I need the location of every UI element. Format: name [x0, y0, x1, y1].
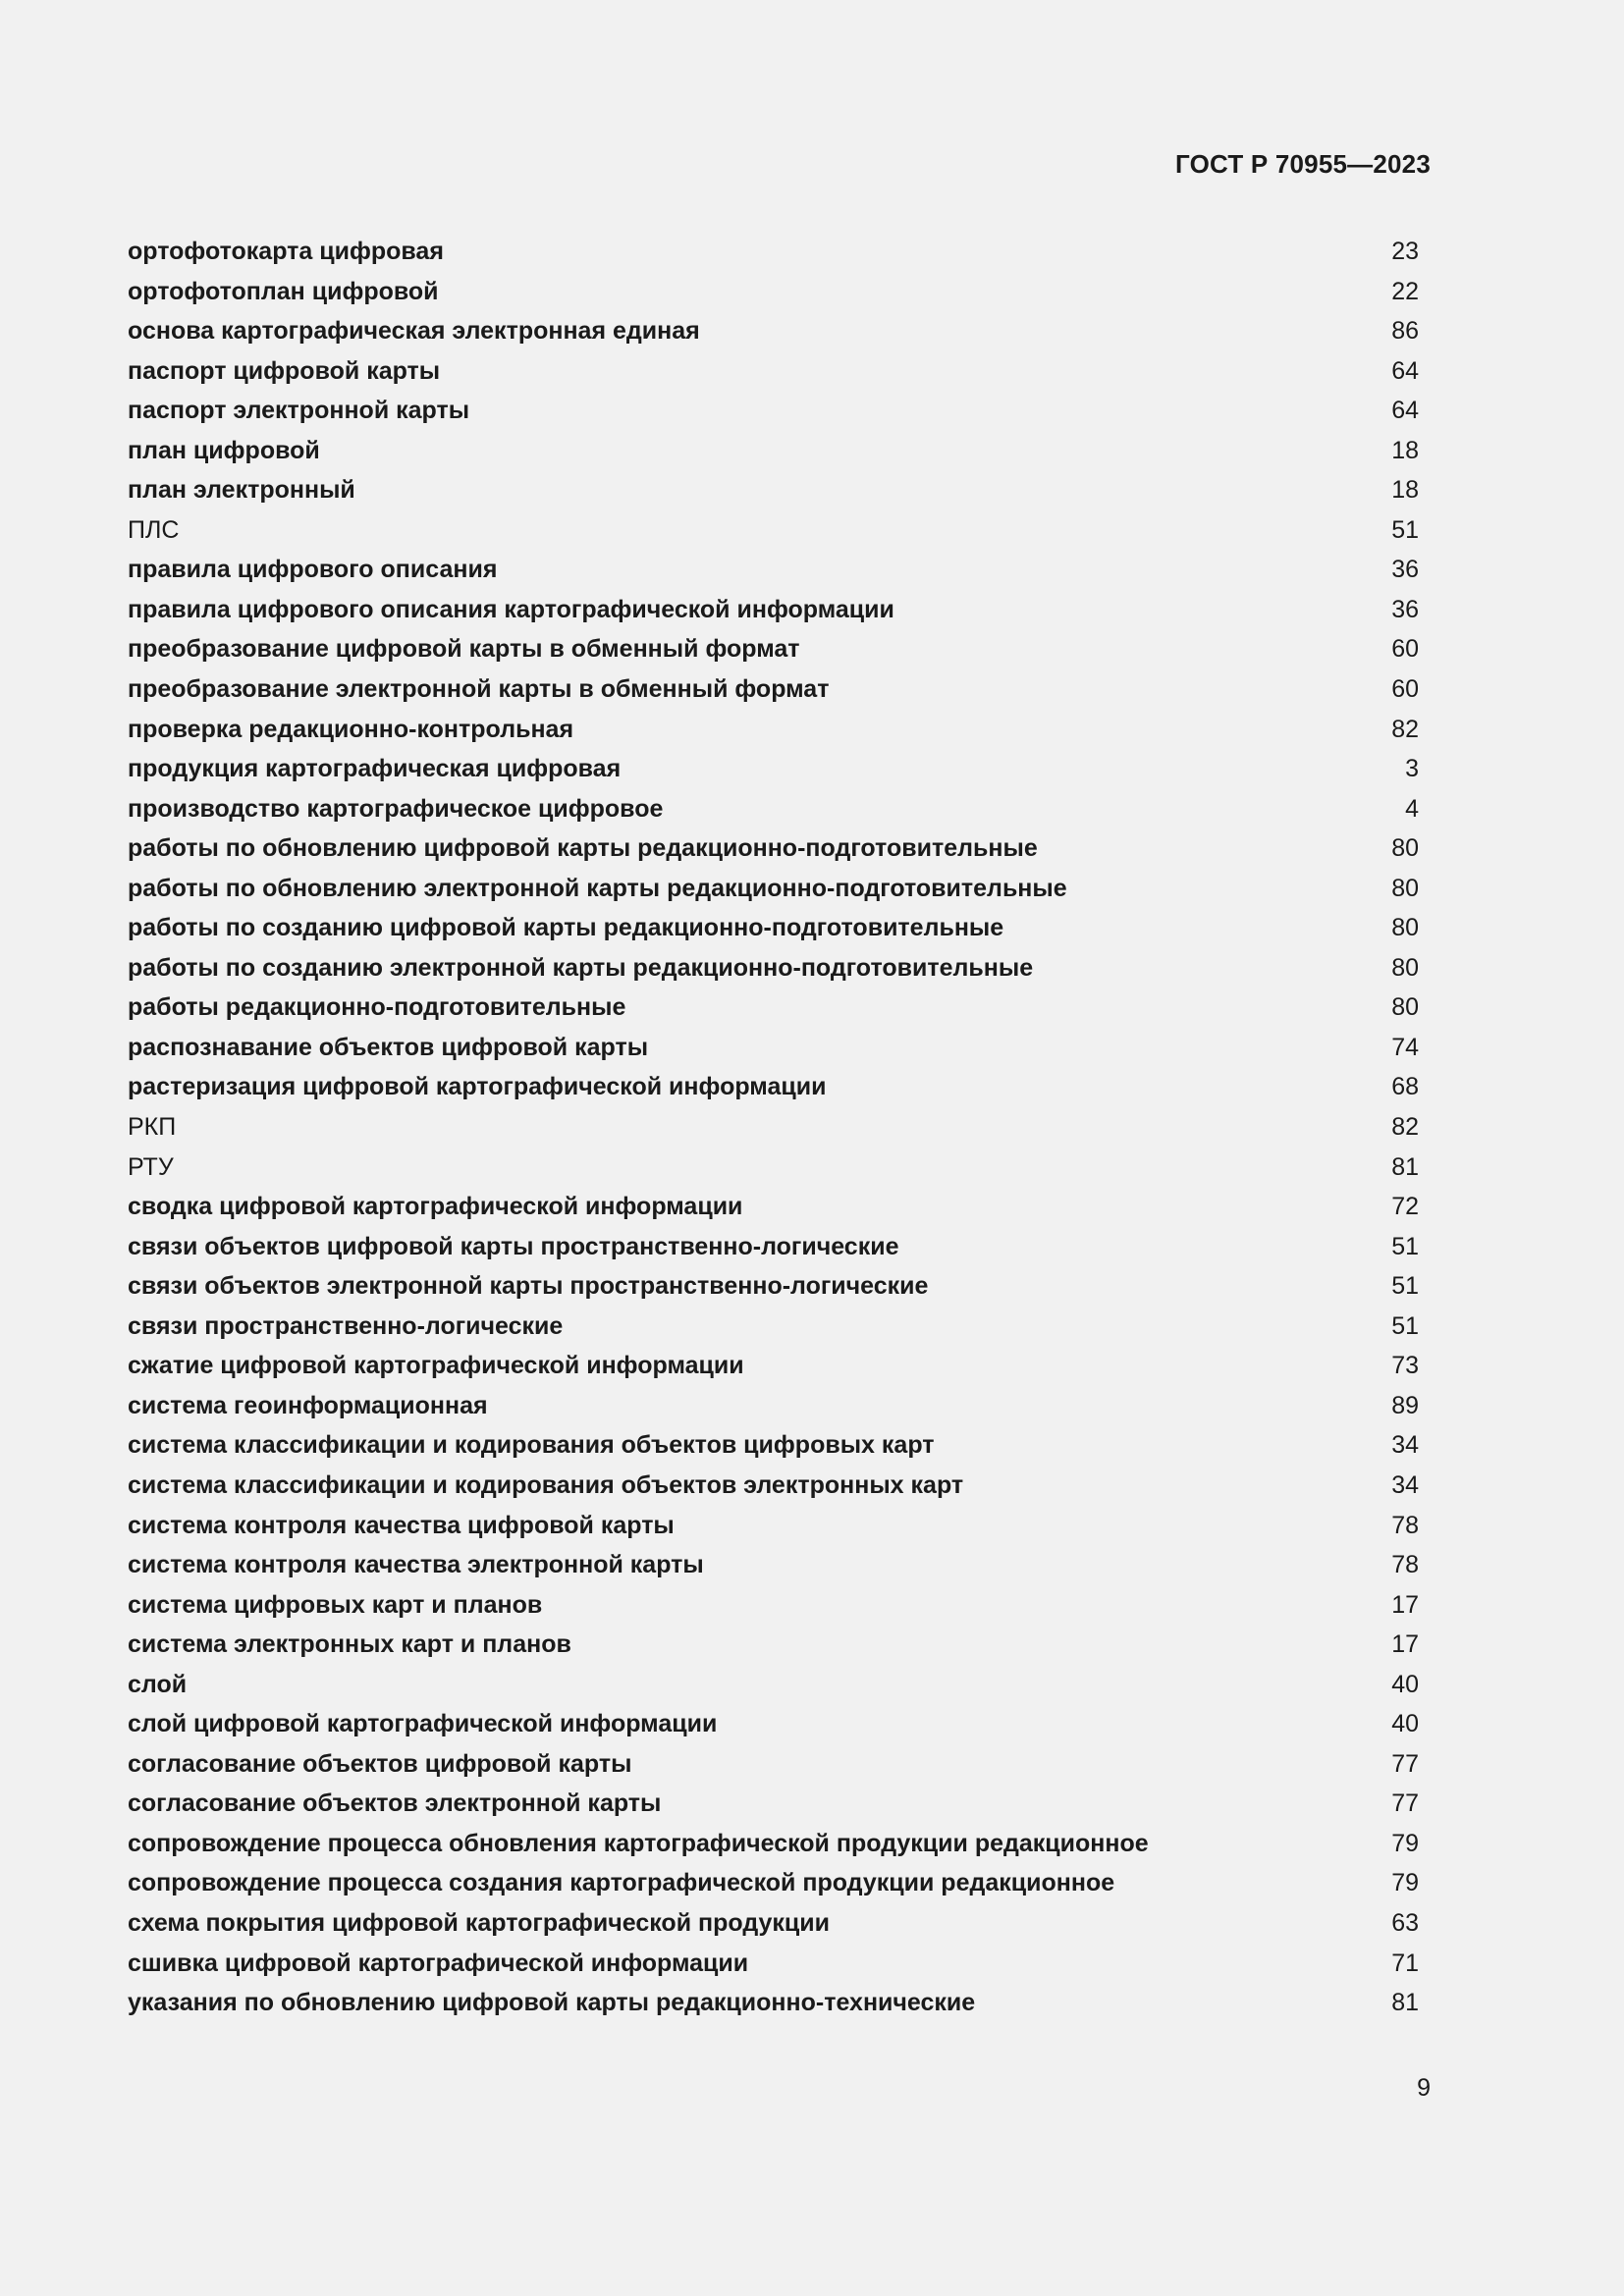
index-page-ref: 82 [1391, 1113, 1419, 1142]
index-term: растеризация цифровой картографической информации [128, 1073, 827, 1101]
index-entry [128, 793, 1419, 833]
index-entry [128, 1549, 1419, 1589]
index-term: система контроля качества электронной карты [128, 1551, 704, 1579]
index-term: система геоинформационная [128, 1391, 488, 1419]
index-entry [128, 1948, 1419, 1988]
index-term: основа картографическая электронная единая [128, 317, 700, 346]
index-term: работы по созданию электронной карты редакционно-подготовительные [128, 953, 1034, 982]
index-entry [128, 1469, 1419, 1510]
index-term: работы по созданию цифровой карты редакционно-подготовительные [128, 914, 1004, 942]
index-term: сшивка цифровой картографической информации [128, 1949, 749, 1977]
index-term: согласование объектов цифровой карты [128, 1749, 632, 1778]
index-term: слой цифровой картографической информации [128, 1710, 718, 1738]
index-term: продукция картографическая цифровая [128, 755, 622, 783]
index-page-ref: 71 [1391, 1949, 1419, 1977]
index-page-ref: 86 [1391, 317, 1419, 346]
index-entry [128, 873, 1419, 913]
index-page-ref: 79 [1391, 1869, 1419, 1897]
index-entry [128, 633, 1419, 673]
index-page-ref: 40 [1391, 1710, 1419, 1738]
index-entry [128, 1987, 1419, 2027]
document-header: ГОСТ Р 70955—2023 [1175, 149, 1431, 179]
index-entry [128, 991, 1419, 1032]
index-entry [128, 474, 1419, 514]
index-entry [128, 832, 1419, 873]
index-page-ref: 63 [1391, 1908, 1419, 1937]
index-page-ref: 64 [1391, 356, 1419, 385]
index-entry [128, 1231, 1419, 1271]
index-term: ортофотокарта цифровая [128, 238, 444, 265]
index-term: правила цифрового описания [128, 556, 498, 584]
index-page-ref: 79 [1391, 1829, 1419, 1857]
index-page-ref: 73 [1391, 1352, 1419, 1380]
index-page-ref: 82 [1391, 715, 1419, 743]
index-page-ref: 80 [1391, 993, 1419, 1022]
index-entry [128, 1310, 1419, 1351]
index-term: сжатие цифровой картографической информации [128, 1352, 744, 1380]
index-entry [128, 1788, 1419, 1828]
index-term: распознавание объектов цифровой карты [128, 1033, 649, 1061]
page-number: 9 [1417, 2074, 1431, 2102]
index-page-ref: 51 [1391, 1272, 1419, 1301]
index-page-ref: 18 [1391, 436, 1419, 464]
index-term: система классификации и кодирования объектов цифровых карт [128, 1431, 935, 1460]
index-entry [128, 1270, 1419, 1310]
index-term: система классификации и кодирования объектов электронных карт [128, 1470, 964, 1499]
index-entry [128, 236, 1419, 276]
index-page-ref: 89 [1391, 1391, 1419, 1419]
index-page-ref: 80 [1391, 834, 1419, 863]
index-entry [128, 753, 1419, 793]
index-entry [128, 594, 1419, 634]
index-entry [128, 1589, 1419, 1629]
index-entry [128, 1390, 1419, 1430]
index-term: сопровождение процесса обновления картографической продукции редакционное [128, 1829, 1149, 1857]
index-entry [128, 1828, 1419, 1868]
index-entry [128, 1071, 1419, 1111]
index-page-ref: 17 [1391, 1630, 1419, 1659]
index-page-ref: 36 [1391, 595, 1419, 623]
index-entry [128, 1629, 1419, 1669]
index-page-ref: 68 [1391, 1073, 1419, 1101]
index-page-ref: 51 [1391, 1311, 1419, 1340]
index-page-ref: 23 [1391, 238, 1419, 265]
index-page-ref: 22 [1391, 277, 1419, 305]
index-term: схема покрытия цифровой картографической продукции [128, 1908, 831, 1937]
index-entry [128, 1708, 1419, 1748]
index-entry [128, 1151, 1419, 1192]
index-page-ref: 64 [1391, 397, 1419, 425]
index-term: связи объектов электронной карты пространственно-логические [128, 1272, 929, 1301]
index-page-ref: 81 [1391, 1989, 1419, 2017]
index-entry [128, 1867, 1419, 1907]
index-page-ref: 77 [1391, 1749, 1419, 1778]
index-page-ref: 18 [1391, 476, 1419, 505]
index-entry [128, 355, 1419, 396]
index-page-ref: 80 [1391, 953, 1419, 982]
index-entry [128, 673, 1419, 714]
index-term: связи пространственно-логические [128, 1311, 564, 1340]
index-page-ref: 78 [1391, 1551, 1419, 1579]
index-entry [128, 912, 1419, 952]
index-term: связи объектов цифровой карты пространственно-логические [128, 1232, 899, 1260]
index-term: РКП [128, 1113, 177, 1142]
index-term: работы по обновлению электронной карты редакционно-подготовительные [128, 874, 1067, 902]
index-page-ref: 34 [1391, 1470, 1419, 1499]
index-entry [128, 1191, 1419, 1231]
index-term: система электронных карт и планов [128, 1630, 571, 1659]
index-term: паспорт цифровой карты [128, 356, 441, 385]
index-term: план электронный [128, 476, 355, 505]
index-page-ref: 77 [1391, 1789, 1419, 1818]
index-page-ref: 72 [1391, 1193, 1419, 1221]
index-page-ref: 81 [1391, 1152, 1419, 1181]
alphabetical-index [128, 236, 1419, 2027]
index-page-ref: 34 [1391, 1431, 1419, 1460]
index-term: сводка цифровой картографической информации [128, 1193, 743, 1221]
index-term: слой [128, 1670, 188, 1698]
index-page-ref: 4 [1405, 794, 1419, 823]
index-term: план цифровой [128, 436, 320, 464]
index-entry [128, 315, 1419, 355]
index-entry [128, 276, 1419, 316]
index-term: работы по обновлению цифровой карты редакционно-подготовительные [128, 834, 1038, 863]
index-term: РТУ [128, 1152, 174, 1181]
index-page-ref: 78 [1391, 1511, 1419, 1539]
index-term: производство картографическое цифровое [128, 794, 664, 823]
index-page-ref: 80 [1391, 914, 1419, 942]
index-entry [128, 1350, 1419, 1390]
index-term: преобразование электронной карты в обменный формат [128, 675, 830, 704]
index-entry [128, 514, 1419, 555]
index-term: система контроля качества цифровой карты [128, 1511, 675, 1539]
index-entry [128, 952, 1419, 992]
index-page-ref: 51 [1391, 1232, 1419, 1260]
index-page-ref: 74 [1391, 1033, 1419, 1061]
index-term: сопровождение процесса создания картографической продукции редакционное [128, 1869, 1115, 1897]
index-term: система цифровых карт и планов [128, 1590, 543, 1619]
index-page-ref: 40 [1391, 1670, 1419, 1698]
index-page-ref: 60 [1391, 675, 1419, 704]
index-term: преобразование цифровой карты в обменный формат [128, 635, 800, 664]
index-entry [128, 1111, 1419, 1151]
index-term: ПЛС [128, 515, 180, 544]
index-entry [128, 1748, 1419, 1789]
index-entry [128, 1510, 1419, 1550]
index-page-ref: 36 [1391, 556, 1419, 584]
index-entry [128, 714, 1419, 754]
index-term: паспорт электронной карты [128, 397, 470, 425]
index-term: работы редакционно-подготовительные [128, 993, 626, 1022]
index-entry [128, 554, 1419, 594]
index-entry [128, 1032, 1419, 1072]
index-page-ref: 51 [1391, 515, 1419, 544]
index-term: согласование объектов электронной карты [128, 1789, 662, 1818]
index-term: указания по обновлению цифровой карты редакционно-технические [128, 1989, 976, 2017]
index-entry [128, 1907, 1419, 1948]
index-entry [128, 435, 1419, 475]
index-term: ортофотоплан цифровой [128, 277, 439, 305]
index-term: правила цифрового описания картографической информации [128, 595, 894, 623]
index-entry [128, 395, 1419, 435]
index-term: проверка редакционно-контрольная [128, 715, 574, 743]
index-page-ref: 60 [1391, 635, 1419, 664]
index-page-ref: 17 [1391, 1590, 1419, 1619]
index-page-ref: 80 [1391, 874, 1419, 902]
index-page-ref: 3 [1405, 755, 1419, 783]
index-entry [128, 1669, 1419, 1709]
index-entry [128, 1429, 1419, 1469]
